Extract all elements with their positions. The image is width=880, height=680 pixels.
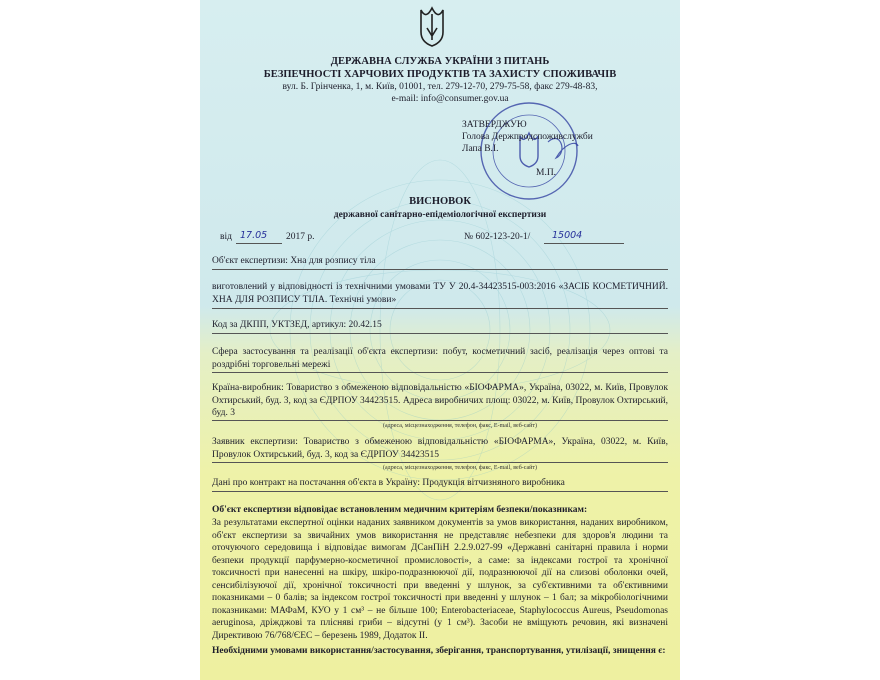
agency-email: e-mail: info@consumer.gov.ua [391, 94, 509, 104]
conditions-title: Необхідними умовами використання/застосування, зберігання, транспортування, утилізації, знищення є: [212, 646, 666, 656]
handwritten-date: 17.05 [240, 230, 268, 241]
approval-title: ЗАТВЕРДЖУЮ [462, 120, 527, 130]
product-code: Код за ДКПП, УКТЗЕД, артикул: 20.42.15 [212, 320, 382, 330]
conclusion-subtitle: державної санітарно-епідеміологічної експертизи [333, 210, 547, 220]
trident-icon [418, 6, 446, 48]
expertise-object: Об'єкт експертизи: Хна для розпису тіла [212, 256, 376, 266]
supply-contract: Дані про контракт на постачання об'єкта в Україну: Продукція вітчизняного виробника [212, 478, 565, 488]
approval-position: Голова Держпродспоживслужби [462, 132, 593, 142]
date-year: 2017 р. [286, 232, 315, 242]
country-manufacturer: Країна-виробник: Товариство з обмеженою відповідальністю «БІОФАРМА», Україна, 03022, м. Київ, Провулок Охтирський, буд. 3, код за ЄДРПОУ 34423515. Адреса виробничих площ: 03022, м. Київ, Провулок Охтирський, буд. 3 [212, 383, 668, 418]
certificate-number: № 602-123-20-1/ [464, 232, 531, 242]
agency-name-line2: БЕЗПЕЧНОСТІ ХАРЧОВИХ ПРОДУКТІВ ТА ЗАХИСТУ СПОЖИВАЧІВ [263, 69, 617, 80]
handwritten-number: 15004 [552, 230, 583, 241]
address-note: (адреса, місцезнаходження, телефон, факс, E-mail, веб-сайт) [383, 423, 537, 429]
compliance-title: Об'єкт експертизи відповідає встановленим медичним критеріям безпеки/показникам: [212, 505, 588, 515]
applicant: Заявник експертизи: Товариство з обмеженою відповідальністю «БІОФАРМА», Україна, 03022, м. Київ, Провулок Охтирський, буд. 3, код за ЄДРПОУ 34423515 [212, 437, 668, 460]
seal-label: М.П. [536, 168, 557, 178]
conclusion-title: ВИСНОВОК [409, 196, 471, 207]
certificate-sheet [200, 0, 680, 680]
compliance-body: За результатами експертної оцінки наданих заявником документів за умов використання, наданих виробником, об'єкт експертизи за звичайних умов використання не представляє небезпеки для здоров'я людини та оточуючого середовища і відповідає вимогам ДСанПіН 2.2.9.027-99 «Державні санітарні правила і норми безпеки продукції парфумерно-косметичної промисловості», а саме: за індексами гострої та хронічної токсичності при нанесенні на шкіру, шкіро-подразнюючої дії, подразнюючої дії на слизові оболонки очей, сенсибілізуючої дії, хронічної токсичності при введенні у шлунок, за суб'єктивними та об'єктивними показниками – 0 балів; за індексом гострої токсичності при введенні у шлунок – 1 бал; за мікробіологічними показниками: МАФаМ, КУО у 1 см³ – не більше 100; Enterobacteriaceae, Staphylococcus Aureus, Pseudomonas aeruginosa, дріжджові та плісняві гриби – відсутні (у 1 см³). Засоби не вміщують речовин, які визначені Директивою 76/768/ЄЕС – березень 1989, Додаток ІІ. [212, 518, 668, 641]
manufacturing-standard: виготовлений у відповідності із технічними умовами ТУ У 20.4-34423515-003:2016 «ЗАСІБ КОСМЕТИЧНИЙ. ХНА ДЛЯ РОЗПИСУ ТІЛА. Технічні умови» [212, 282, 668, 305]
scope-of-use: Сфера застосування та реалізації об'єкта експертизи: побут, косметичний засіб, реалізація через оптові та роздрібні торговельні мережі [212, 347, 668, 370]
approval-name: Лапа В.І. [462, 144, 499, 154]
agency-name-line1: ДЕРЖАВНА СЛУЖБА УКРАЇНИ З ПИТАНЬ [330, 56, 550, 67]
date-prefix: від [220, 232, 232, 242]
applicant-note: (адреса, місцезнаходження, телефон, факс, E-mail, веб-сайт) [383, 465, 537, 471]
agency-address: вул. Б. Грінченка, 1, м. Київ, 01001, тел. 279-12-70, 279-75-58, факс 279-48-83, [282, 82, 598, 92]
